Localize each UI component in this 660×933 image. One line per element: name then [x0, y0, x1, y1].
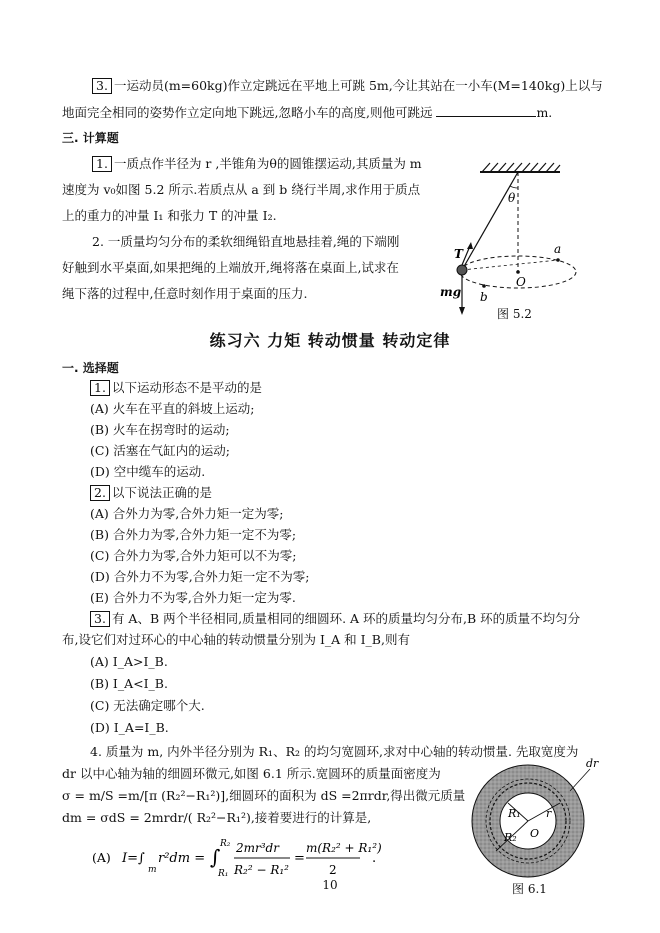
choice-q4-line1: 4. 质量为 m, 内外半径分别为 R₁、R₂ 的均匀宽圆环,求对中心轴的转动惯量. 先取宽度为	[90, 744, 579, 759]
r-label: r	[546, 807, 552, 820]
R1-label: R₁	[508, 807, 521, 820]
text: 一质点作半径为 r ,半锥角为θ的圆锥摆运动,其质量为 m	[113, 156, 422, 171]
choice-q1-option-d: (D) 空中缆车的运动.	[90, 464, 206, 479]
tension-label: T	[454, 247, 463, 261]
calc-q2-line2: 好触到水平桌面,如果把绳的上端放开,绳将落在桌面上,试求在	[62, 260, 399, 275]
text: m.	[536, 105, 553, 120]
question-number: 2.	[90, 485, 110, 501]
integral-lhs: I=∫	[122, 851, 145, 866]
answer-blank	[436, 104, 536, 117]
question-number: 1.	[90, 380, 110, 396]
calc-q1-line1	[92, 156, 422, 172]
fraction2-denominator: 2	[329, 863, 337, 877]
fraction2-numerator: m(R₂² + R₁²)	[306, 841, 382, 855]
figure-5-2-conical-pendulum	[440, 160, 610, 320]
center-O-label: O	[516, 275, 526, 289]
choice-q3-line1	[90, 611, 580, 627]
integral-sign: ∫	[210, 845, 221, 869]
lower-limit: R₁	[218, 869, 229, 879]
upper-limit: R₂	[220, 839, 231, 849]
fill-q3-line1	[92, 78, 603, 94]
integrand: r²dm =	[158, 851, 206, 866]
option-a-label: (A)	[92, 850, 111, 865]
R2-label: R₂	[504, 831, 517, 844]
question-number: 1.	[92, 156, 112, 172]
figure-6-1-annulus	[460, 755, 610, 880]
point-a-label: a	[554, 242, 562, 256]
choice-q2-option-e: (E) 合外力不为零,合外力矩一定为零.	[90, 590, 296, 605]
theta-label: θ	[508, 191, 516, 205]
fraction1-denominator: R₂² − R₁²	[234, 863, 289, 877]
choice-q3-option-d: (D) I_A=I_B.	[90, 720, 169, 735]
fraction1-numerator: 2mr³dr	[236, 841, 279, 855]
gravity-label: mg	[440, 285, 462, 299]
question-number: 3.	[92, 78, 112, 94]
text: 以下说法正确的是	[111, 485, 212, 500]
choice-q1-option-a: (A) 火车在平直的斜坡上运动;	[90, 401, 255, 416]
choice-q2-option-d: (D) 合外力不为零,合外力矩一定不为零;	[90, 569, 310, 584]
choice-q2-option-b: (B) 合外力为零,合外力矩一定不为零;	[90, 527, 297, 542]
choice-q2-option-c: (C) 合外力为零,合外力矩可以不为零;	[90, 548, 297, 563]
figure-5-2-caption: 图 5.2	[497, 307, 532, 321]
choice-q2-option-a: (A) 合外力为零,合外力矩一定为零;	[90, 506, 284, 521]
section-heading-calc: 三. 计算题	[62, 131, 119, 145]
text: 一运动员(m=60kg)作立定跳远在平地上可跳 5m,今让其站在一小车(M=140kg)上以与	[113, 78, 603, 93]
figure-6-1-caption: 图 6.1	[512, 882, 547, 896]
page-number: 10	[322, 878, 338, 892]
period: .	[372, 851, 377, 866]
dr-label: dr	[586, 757, 599, 770]
equals-sign: =	[294, 851, 305, 866]
choice-q4-line3: σ = m/S =m/[π (R₂²−R₁²)],细圆环的面积为 dS =2πrdr,得出微元质量	[62, 788, 466, 803]
calc-q1-line2: 速度为 v₀如图 5.2 所示.若质点从 a 到 b 绕行半周,求作用于质点	[62, 182, 421, 197]
choice-q3-option-c: (C) 无法确定哪个大.	[90, 698, 205, 713]
text: 有 A、B 两个半径相同,质量相同的细圆环. A 环的质量均匀分布,B 环的质量不均匀分	[111, 611, 581, 626]
choice-q1-stem	[90, 380, 262, 396]
calc-q1-line3: 上的重力的冲量 I₁ 和张力 T 的冲量 I₂.	[62, 208, 277, 223]
exercise-title: 练习六 力矩 转动惯量 转动定律	[209, 331, 451, 350]
point-b-label: b	[480, 290, 488, 304]
choice-q2-stem	[90, 485, 212, 501]
choice-q4-line2: dr 以中心轴为轴的细圆环微元,如图 6.1 所示.宽圆环的质量面密度为	[62, 766, 441, 781]
choice-q1-option-b: (B) 火车在拐弯时的运动;	[90, 422, 230, 437]
choice-q3-option-a: (A) I_A>I_B.	[90, 654, 168, 669]
fill-q3-line2	[62, 104, 552, 121]
choice-q3-option-b: (B) I_A<I_B.	[90, 676, 168, 691]
choice-q3-line2: 布,设它们对过环心的中心轴的转动惯量分别为 I_A 和 I_B,则有	[62, 632, 410, 647]
calc-q2-line3: 绳下落的过程中,任意时刻作用于桌面的压力.	[62, 286, 308, 301]
choice-q1-option-c: (C) 活塞在气缸内的运动;	[90, 443, 231, 458]
question-number: 3.	[90, 611, 110, 627]
calc-q2-line1: 2. 一质量均匀分布的柔软细绳铅直地悬挂着,绳的下端刚	[92, 234, 400, 249]
choice-q4-line4: dm = σdS = 2mrdr/( R₂²−R₁²),接着要进行的计算是,	[62, 810, 372, 825]
text: 以下运动形态不是平动的是	[111, 380, 262, 395]
center-O-label: O	[530, 827, 540, 840]
text: 地面完全相同的姿势作立定向地下跳远,忽略小车的高度,则他可跳远	[62, 105, 433, 120]
section-heading-choice: 一. 选择题	[62, 361, 119, 375]
integral-subscript: m	[148, 865, 157, 875]
